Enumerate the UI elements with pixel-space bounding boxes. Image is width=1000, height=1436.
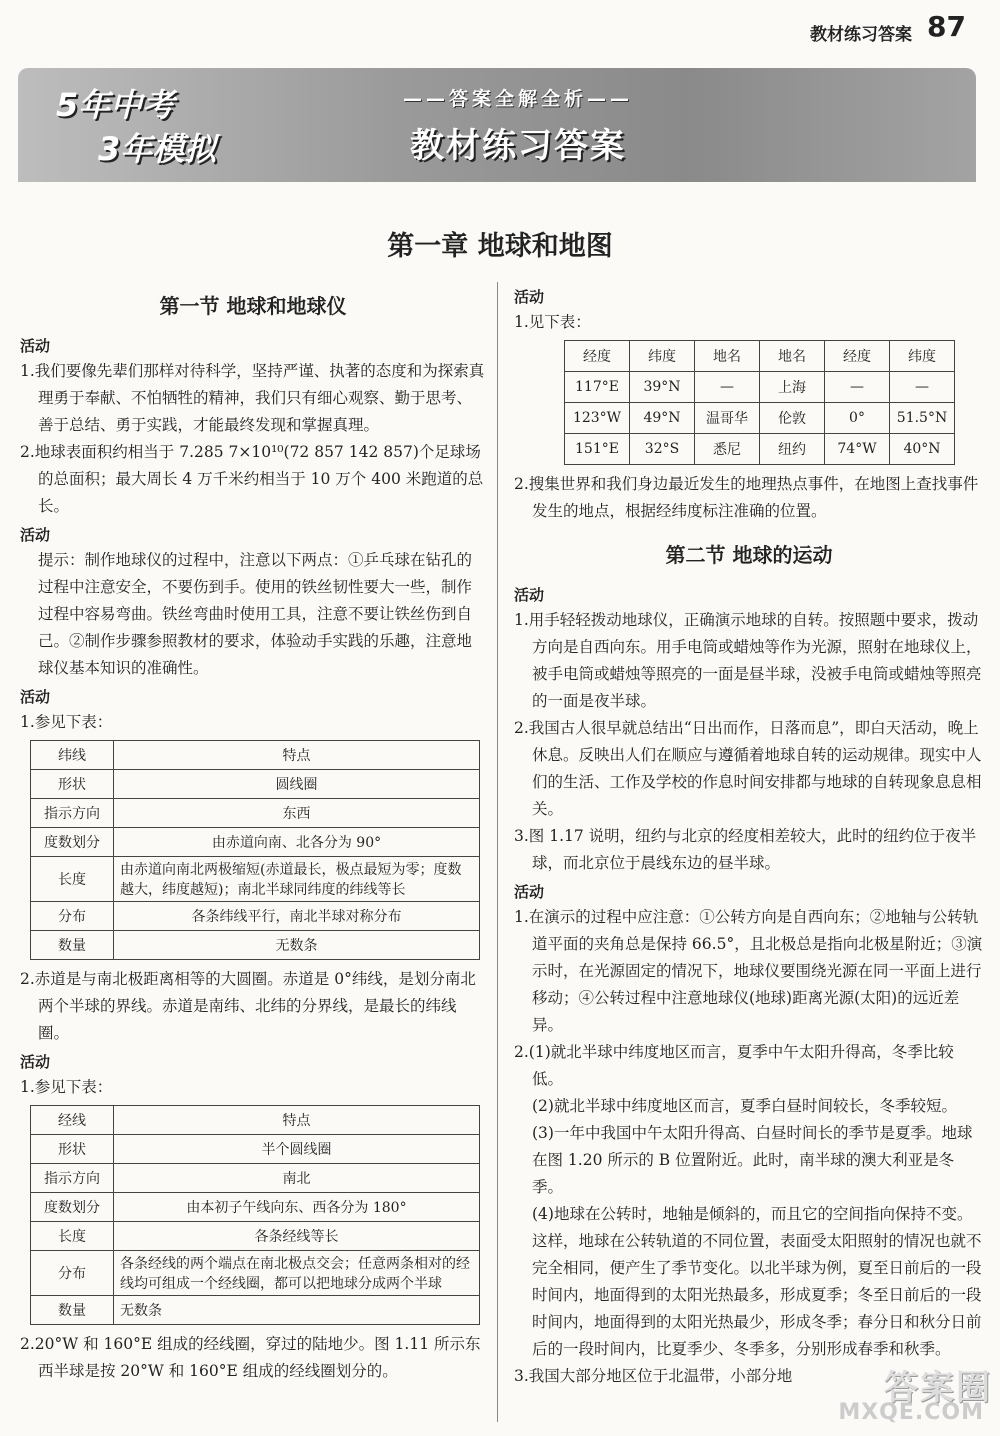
table-cell: 数量 [31,931,114,960]
table-row [565,341,955,372]
table-row [31,931,480,960]
table-cell: 分布 [31,1251,114,1296]
table-row [565,372,955,403]
answer-item: 1.参见下表： [20,713,113,731]
table-row [31,1251,480,1296]
answer-item: 1.在演示的过程中应注意：①公转方向是自西向东；②地轴与公转轨道平面的夹角总是保持 66.5°，且北极总是指向北极星附近；③演示时，在光源固定的情况下，地球仪要围绕光源在同一平面上进行移动；④公转过程中注意地球仪(地球)距离光源(太阳)的远近差异。 [514,908,983,1034]
header-title: 教材练习答案 [810,25,912,45]
table-cell: 指示方向 [31,1164,114,1193]
watermark-line1: 答案圈 [884,1368,992,1408]
table-cell: 南北 [114,1164,480,1193]
table-cell: 温哥华 [695,403,760,434]
table-cell: 各条经线的两个端点在南北极点交会；任意两条相对的经线均可组成一个经线圈，都可以把地球分成两个半球 [114,1251,480,1296]
table-cell: 117°E [565,372,630,403]
answer-item: 3.图 1.17 说明，纽约与北京的经度相差较大，此时的纽约位于夜半球，而北京位于晨线东边的昼半球。 [514,827,977,872]
table-cell: 伦敦 [760,403,825,434]
answer-item: 1.用手轻轻拨动地球仪，正确演示地球的自转。按照题中要求，拨动方向是自西向东。用手电筒或蜡烛等作为光源，照射在地球仪上，被手电筒或蜡烛等照亮的一面是昼半球，没被手电筒或蜡烛等照亮的一面是夜半球。 [514,611,982,710]
chapter-title: 第一章 地球和地图 [387,231,613,262]
table-cell: 特点 [114,1106,480,1135]
table-cell: 由本初子午线向东、西各分为 180° [114,1193,480,1222]
column-divider [497,282,498,1422]
table-cell: 数量 [31,1296,114,1325]
activity-heading: 活动 [20,1053,51,1071]
section-title-1: 第一节 地球和地球仪 [159,294,347,318]
table-cell: 特点 [114,741,480,770]
table-row [31,828,480,857]
table-cell: 0° [825,403,890,434]
table-cell: 40°N [890,434,955,465]
table-cell: 74°W [825,434,890,465]
watermark-line2: MXQE.COM [838,1400,984,1425]
answer-item: 1.见下表： [514,313,591,331]
activity-heading: 活动 [20,337,51,355]
table-row [31,1135,480,1164]
table-cell: 经度 [825,341,890,372]
answer-item: 2.地球表面积约相当于 7.285 7×10¹⁰(72 857 142 857)个足球场的总面积；最大周长 4 万千米约相当于 10 万个 400 米跑道的总长。 [20,443,484,515]
table-row [31,770,480,799]
coordinates-table [564,340,955,465]
table-cell: 32°S [630,434,695,465]
table-cell: 由赤道向南北两极缩短(赤道最长，极点最短为零；度数越大，纬度越短)；南北半球同纬度的纬线等长 [114,857,480,902]
table-cell: 分布 [31,902,114,931]
answer-item: 2.赤道是与南北极距离相等的大圆圈。赤道是 0°纬线，是划分南北两个半球的界线。赤道是南纬、北纬的分界线，是最长的纬线圈。 [20,970,476,1042]
table-cell: 49°N [630,403,695,434]
left-column [20,282,486,1385]
answer-text: 提示：制作地球仪的过程中，注意以下两点：①乒乓球在钻孔的过程中注意安全，不要伤到手。使用的铁丝韧性要大一些，制作过程中容易弯曲。铁丝弯曲时使用工具，注意不要让铁丝伤到自己。②制作步骤参照教材的要求，体验动手实践的乐趣，注意地球仪基本知识的准确性。 [38,551,473,677]
table-row [31,902,480,931]
answer-item: 2.(1)就北半球中纬度地区而言，夏季中午太阳升得高，冬季比较低。 [514,1043,954,1088]
table-cell: 123°W [565,403,630,434]
page-number: 87 [927,10,966,43]
table-cell: 151°E [565,434,630,465]
activity-heading: 活动 [514,288,545,306]
activity-heading: 活动 [20,526,51,544]
table-cell: 纽约 [760,434,825,465]
table-cell: 纬线 [31,741,114,770]
table-cell: 由赤道向南、北各分为 90° [114,828,480,857]
table-cell: 纬度 [630,341,695,372]
table-cell: 39°N [630,372,695,403]
activity-heading: 活动 [514,883,545,901]
table-cell: 各条经线等长 [114,1222,480,1251]
table-cell: 形状 [31,1135,114,1164]
banner [18,68,976,182]
table-cell: 半个圆线圈 [114,1135,480,1164]
answer-item: 1.我们要像先辈们那样对待科学，坚持严谨、执著的态度和为探索真理勇于奉献、不怕牺牲的精神，我们只有细心观察、勤于思考、善于总结、勇于实践，才能最终发现和掌握真理。 [20,362,485,434]
table-row [31,799,480,828]
answer-subitem: (2)就北半球中纬度地区而言，夏季白昼时间较长，冬季较短。 [532,1097,957,1115]
table-cell: 东西 [114,799,480,828]
table-row [31,1222,480,1251]
table-cell: — [890,372,955,403]
table-cell: 经线 [31,1106,114,1135]
table-cell: 悉尼 [695,434,760,465]
logo-line1: 5年中考 [56,86,175,124]
table-cell: — [695,372,760,403]
banner-subtitle: ——答案全解全析—— [402,88,633,110]
table-cell: 上海 [760,372,825,403]
right-column [514,282,984,1390]
longitude-table [30,1105,480,1325]
answer-item: 1.参见下表： [20,1078,113,1096]
table-row [565,434,955,465]
table-cell: 度数划分 [31,1193,114,1222]
table-row [565,403,955,434]
table-cell: 指示方向 [31,799,114,828]
table-row [31,1193,480,1222]
watermark [822,1360,992,1430]
table-row [31,1296,480,1325]
page-header [0,0,1000,60]
table-cell: 地名 [695,341,760,372]
table-cell: 长度 [31,857,114,902]
answer-item: 2.我国古人很早就总结出“日出而作，日落而息”，即白天活动，晚上休息。反映出人们在顺应与遵循着地球自转的运动规律。现实中人们的生活、工作及学校的作息时间安排都与地球的自转现象息息相关。 [514,719,982,818]
table-cell: 度数划分 [31,828,114,857]
activity-heading: 活动 [514,586,545,604]
table-cell: — [825,372,890,403]
section-title-2: 第二节 地球的运动 [665,543,833,567]
answer-item: 3.我国大部分地区位于北温带，小部分地 [514,1367,793,1385]
answer-item: 2.搜集世界和我们身边最近发生的地理热点事件，在地图上查找事件发生的地点，根据经纬度标注准确的位置。 [514,475,979,520]
table-row [31,1106,480,1135]
banner-title: 教材练习答案 [410,126,626,166]
table-cell: 长度 [31,1222,114,1251]
table-cell: 形状 [31,770,114,799]
table-cell: 经度 [565,341,630,372]
table-cell: 地名 [760,341,825,372]
table-row [31,857,480,902]
table-cell: 各条纬线平行，南北半球对称分布 [114,902,480,931]
table-row [31,1164,480,1193]
answer-item: 2.20°W 和 160°E 组成的经线圈，穿过的陆地少。图 1.11 所示东西半球是按 20°W 和 160°E 组成的经线圈划分的。 [20,1335,481,1380]
table-cell: 无数条 [114,931,480,960]
table-cell: 圆线圈 [114,770,480,799]
logo-line2: 3年模拟 [98,130,217,168]
answer-subitem: (3)一年中我国中午太阳升得高、白昼时间长的季节是夏季。地球在图 1.20 所示的 B 位置附近。此时，南半球的澳大利亚是冬季。 [532,1124,973,1196]
table-cell: 51.5°N [890,403,955,434]
table-row [31,741,480,770]
activity-heading: 活动 [20,688,51,706]
latitude-table [30,740,480,960]
logo [38,74,228,178]
table-cell: 纬度 [890,341,955,372]
answer-subitem: (4)地球在公转时，地轴是倾斜的，而且它的空间指向保持不变。这样，地球在公转轨道的不同位置，表面受太阳照射的情况也就不完全相同，便产生了季节变化。以北半球为例，夏至日前后的一段时间内，地面得到的太阳光热最多，形成夏季；冬至日前后的一段时间内，地面得到的太阳光热最少，形成冬季；春分日和秋分日前后的一段时间内，比夏季少、冬季多，分别形成春季和秋季。 [532,1205,982,1358]
table-cell: 无数条 [114,1296,480,1325]
